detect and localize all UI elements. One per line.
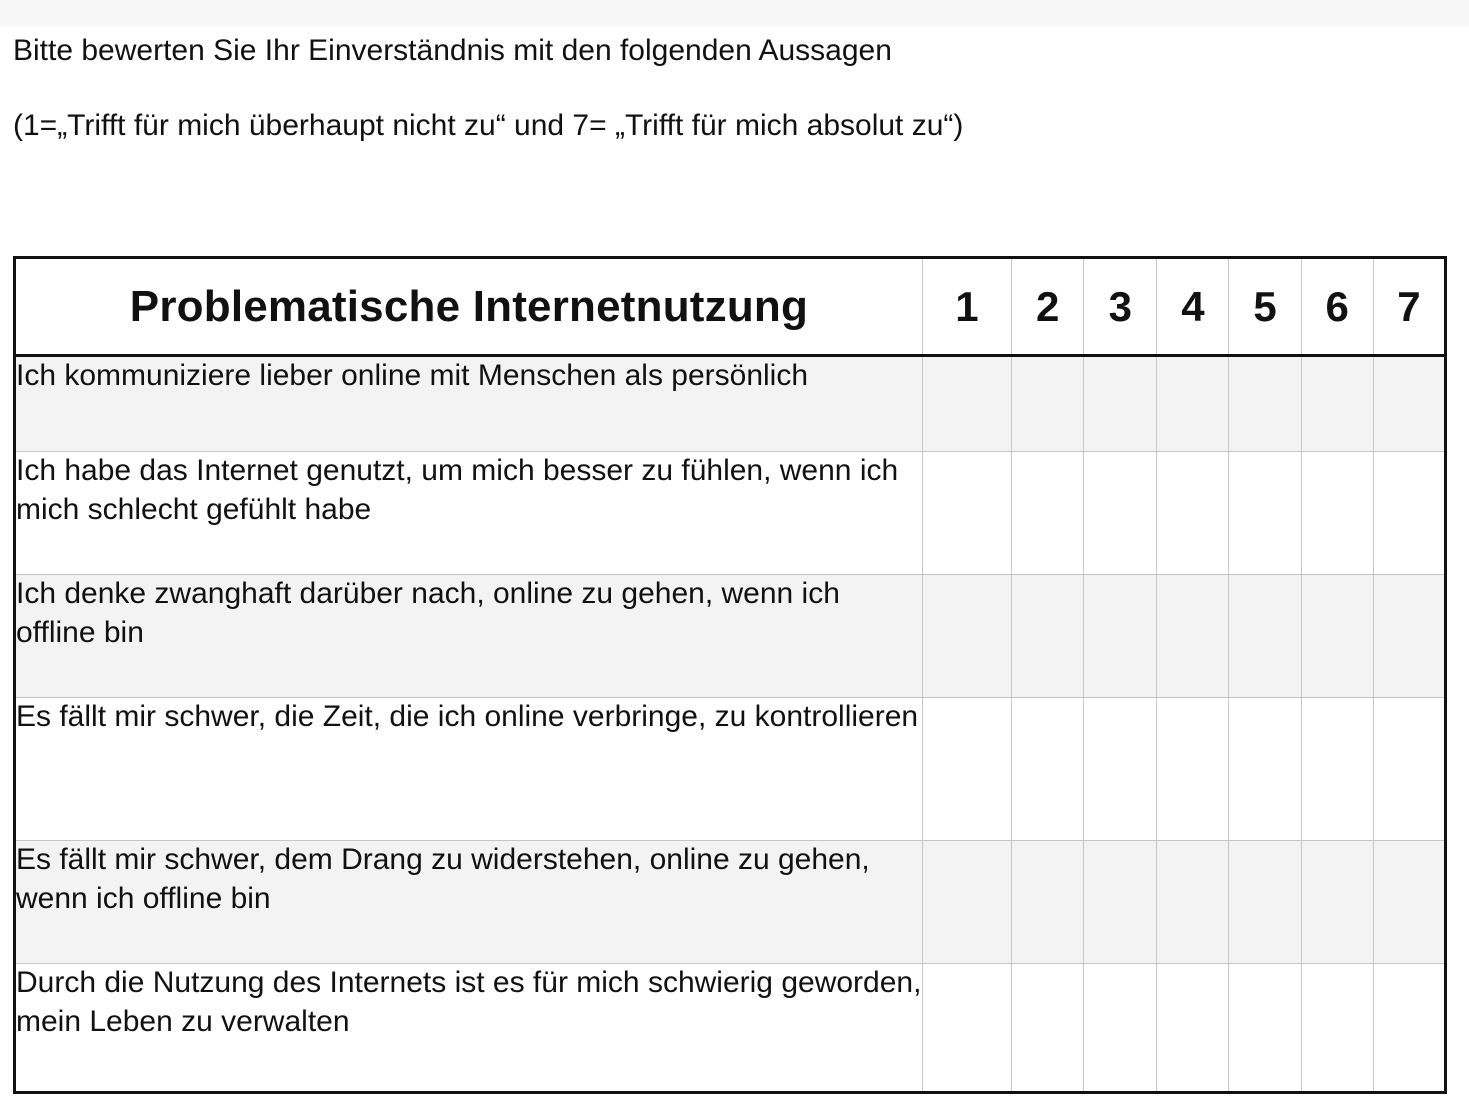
table-row: [15, 356, 1446, 452]
rating-cell-4[interactable]: [1157, 356, 1229, 452]
rating-cell-4[interactable]: [1157, 452, 1229, 575]
rating-cell-6[interactable]: [1301, 356, 1373, 452]
rating-cell-5[interactable]: [1229, 698, 1301, 841]
rating-cell-6[interactable]: [1301, 452, 1373, 575]
rating-cell-1[interactable]: [922, 575, 1011, 698]
table-row: [15, 964, 1446, 1093]
table-row: [15, 841, 1446, 964]
header-row: [15, 258, 1446, 356]
rating-cell-5[interactable]: [1229, 356, 1301, 452]
table-row: [15, 452, 1446, 575]
rating-cell-1[interactable]: [922, 841, 1011, 964]
table-row: [15, 698, 1446, 841]
rating-cell-7[interactable]: [1373, 356, 1445, 452]
rating-cell-4[interactable]: [1157, 698, 1229, 841]
table-row: [15, 575, 1446, 698]
rating-cell-2[interactable]: [1012, 575, 1084, 698]
rating-cell-2[interactable]: [1012, 964, 1084, 1093]
rating-cell-3[interactable]: [1084, 841, 1157, 964]
instruction-text: Bitte bewerten Sie Ihr Einverständnis mit den folgenden Aussagen: [13, 34, 892, 67]
statement-text: Ich kommuniziere lieber online mit Menschen als persönlich: [15, 356, 923, 452]
rating-cell-2[interactable]: [1012, 698, 1084, 841]
rating-cell-6[interactable]: [1301, 575, 1373, 698]
rating-cell-4[interactable]: [1157, 964, 1229, 1093]
statement-text: Ich denke zwanghaft darüber nach, online zu gehen, wenn ich offline bin: [15, 575, 923, 698]
scale-header-1: 1: [922, 258, 1011, 356]
rating-cell-6[interactable]: [1301, 964, 1373, 1093]
scale-header-6: 6: [1301, 258, 1373, 356]
rating-cell-2[interactable]: [1012, 356, 1084, 452]
rating-cell-5[interactable]: [1229, 575, 1301, 698]
statement-text: Durch die Nutzung des Internets ist es für mich schwierig geworden, mein Leben zu verwalten: [15, 964, 923, 1093]
rating-cell-3[interactable]: [1084, 356, 1157, 452]
rating-cell-5[interactable]: [1229, 452, 1301, 575]
rating-cell-1[interactable]: [922, 356, 1011, 452]
scale-header-3: 3: [1084, 258, 1157, 356]
scale-header-7: 7: [1373, 258, 1445, 356]
statement-text: Ich habe das Internet genutzt, um mich besser zu fühlen, wenn ich mich schlecht gefühlt habe: [15, 452, 923, 575]
rating-cell-5[interactable]: [1229, 841, 1301, 964]
rating-cell-2[interactable]: [1012, 452, 1084, 575]
rating-cell-5[interactable]: [1229, 964, 1301, 1093]
rating-cell-6[interactable]: [1301, 698, 1373, 841]
rating-cell-1[interactable]: [922, 698, 1011, 841]
scale-explanation: (1=„Trifft für mich überhaupt nicht zu“ und 7= „Trifft für mich absolut zu“): [13, 109, 964, 142]
rating-cell-7[interactable]: [1373, 575, 1445, 698]
rating-cell-1[interactable]: [922, 964, 1011, 1093]
rating-cell-7[interactable]: [1373, 698, 1445, 841]
scale-header-4: 4: [1157, 258, 1229, 356]
table-title: Problematische Internetnutzung: [15, 258, 923, 356]
rating-cell-4[interactable]: [1157, 841, 1229, 964]
scale-header-5: 5: [1229, 258, 1301, 356]
rating-cell-3[interactable]: [1084, 698, 1157, 841]
statement-text: Es fällt mir schwer, die Zeit, die ich online verbringe, zu kontrollieren: [15, 698, 923, 841]
rating-cell-3[interactable]: [1084, 964, 1157, 1093]
rating-cell-2[interactable]: [1012, 841, 1084, 964]
rating-cell-7[interactable]: [1373, 964, 1445, 1093]
rating-cell-4[interactable]: [1157, 575, 1229, 698]
rating-cell-3[interactable]: [1084, 452, 1157, 575]
rating-table: [13, 256, 1447, 1094]
rating-cell-3[interactable]: [1084, 575, 1157, 698]
scale-header-2: 2: [1012, 258, 1084, 356]
top-strip: [0, 0, 1469, 26]
rating-cell-7[interactable]: [1373, 841, 1445, 964]
statement-text: Es fällt mir schwer, dem Drang zu widerstehen, online zu gehen, wenn ich offline bin: [15, 841, 923, 964]
rating-cell-7[interactable]: [1373, 452, 1445, 575]
rating-cell-1[interactable]: [922, 452, 1011, 575]
rating-cell-6[interactable]: [1301, 841, 1373, 964]
